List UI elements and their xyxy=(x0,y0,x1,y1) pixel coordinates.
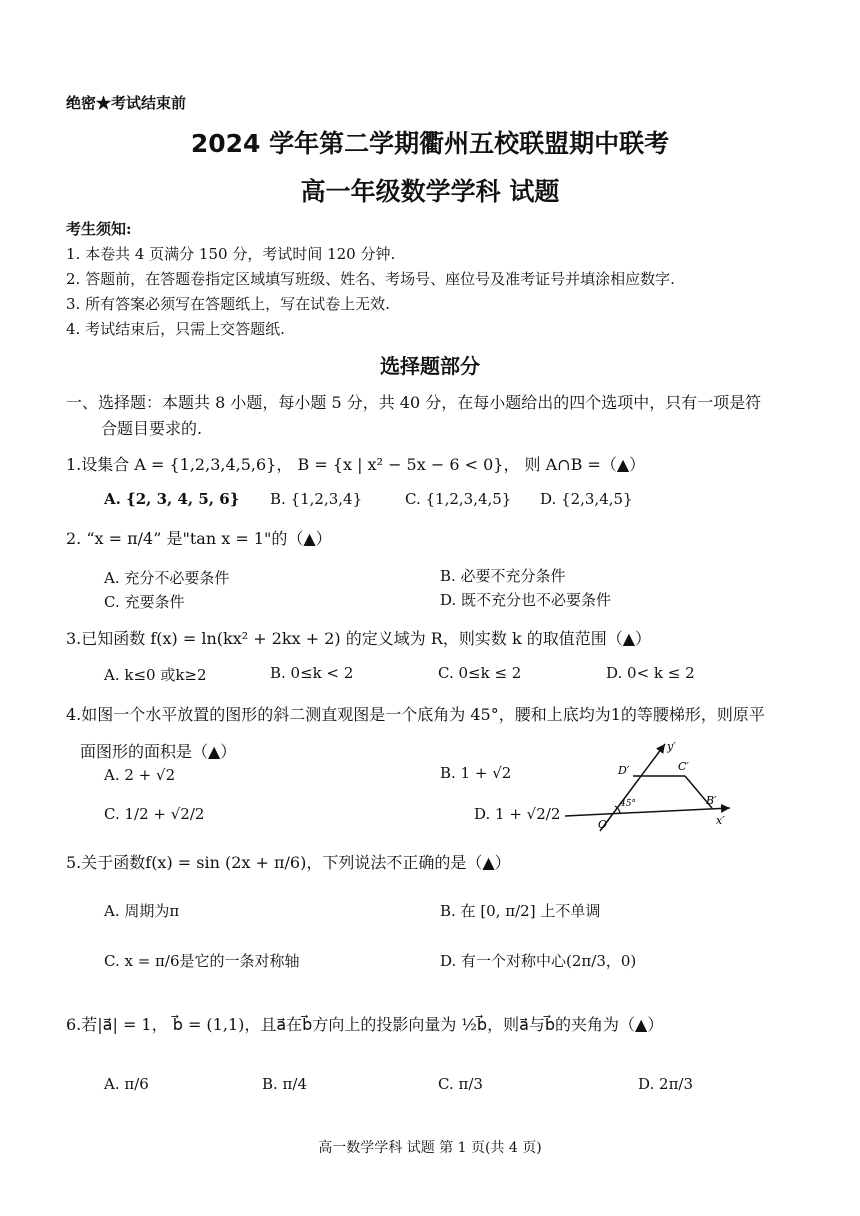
q4-option-a: A. 2 + √2 xyxy=(104,766,176,784)
section-intro: 一、选择题：本题共 8 小题，每小题 5 分，共 40 分，在每小题给出的四个选项中，只有一项是符 xyxy=(66,393,762,412)
q4-option-c: C. 1/2 + √2/2 xyxy=(104,805,205,823)
confidential-label: 绝密★考试结束前 xyxy=(66,94,187,112)
notice-item: 4. 考试结束后，只需上交答题纸. xyxy=(66,320,285,338)
figure-label-d: D′ xyxy=(618,764,630,777)
exam-subtitle: 高一年级数学学科 试题 xyxy=(300,177,560,206)
q3-option-a: A. k≤0 或k≥2 xyxy=(104,666,207,684)
question-1-stem: 1.设集合 A = {1,2,3,4,5,6}， B = {x | x² − 5x − 6 < 0}， 则 A∩B =（▲） xyxy=(66,455,646,474)
q2-option-c: C. 充要条件 xyxy=(104,593,185,611)
q4-option-b: B. 1 + √2 xyxy=(440,764,512,782)
question-3-stem: 3.已知函数 f(x) = ln(kx² + 2kx + 2) 的定义域为 R，则实数 k 的取值范围（▲） xyxy=(66,629,652,648)
figure-label-b: B′ xyxy=(706,794,717,807)
q4-option-d: D. 1 + √2/2 xyxy=(474,805,561,823)
q6-option-a: A. π/6 xyxy=(104,1075,149,1093)
q1-option-a: A. {2, 3, 4, 5, 6} xyxy=(104,490,240,508)
x-axis xyxy=(565,808,730,816)
figure-label-o: O′ xyxy=(598,818,610,831)
page-footer: 高一数学学科 试题 第 1 页(共 4 页) xyxy=(318,1140,542,1156)
q3-option-c: C. 0≤k ≤ 2 xyxy=(438,664,522,682)
figure-label-c: C′ xyxy=(678,760,689,773)
q2-option-d: D. 既不充分也不必要条件 xyxy=(440,591,612,609)
q6-option-b: B. π/4 xyxy=(262,1075,308,1093)
q5-option-b: B. 在 [0, π/2] 上不单调 xyxy=(440,902,601,920)
q3-option-d: D. 0< k ≤ 2 xyxy=(606,664,695,682)
y-axis xyxy=(600,744,665,831)
question-4-stem: 4.如图一个水平放置的图形的斜二测直观图是一个底角为 45°，腰和上底均为1的等腰梯形，则原平 xyxy=(66,705,765,724)
q6-option-d: D. 2π/3 xyxy=(638,1075,694,1093)
question-5-stem: 5.关于函数f(x) = sin (2x + π/6)，下列说法不正确的是（▲） xyxy=(66,853,511,872)
oblique-trapezoid-figure xyxy=(560,736,740,836)
q1-option-d: D. {2,3,4,5} xyxy=(540,490,633,508)
exam-title: 2024 学年第二学期衢州五校联盟期中联考 xyxy=(190,129,670,158)
question-6-stem: 6.若|a⃗| = 1， b⃗ = (1,1)，且a⃗在b⃗方向上的投影向量为 ½b⃗，则a⃗与b⃗的夹角为（▲） xyxy=(66,1015,664,1034)
q2-option-b: B. 必要不充分条件 xyxy=(440,567,566,585)
figure-label-angle: 45° xyxy=(620,799,636,809)
notice-item: 2. 答题前，在答题卷指定区域填写班级、姓名、考场号、座位号及准考证号并填涂相应数字. xyxy=(66,270,675,288)
notice-item: 3. 所有答案必须写在答题纸上，写在试卷上无效. xyxy=(66,295,390,313)
question-2-stem: 2. “x = π/4” 是"tan x = 1"的（▲） xyxy=(66,529,332,548)
q6-option-c: C. π/3 xyxy=(438,1075,483,1093)
q2-option-a: A. 充分不必要条件 xyxy=(104,569,230,587)
question-4-stem-cont: 面图形的面积是（▲） xyxy=(80,742,237,761)
section-intro-cont: 合题目要求的. xyxy=(101,419,203,438)
q5-option-d: D. 有一个对称中心(2π/3，0) xyxy=(440,952,637,970)
notice-heading: 考生须知: xyxy=(66,220,132,238)
q5-option-c: C. x = π/6是它的一条对称轴 xyxy=(104,952,300,970)
notice-item: 1. 本卷共 4 页满分 150 分，考试时间 120 分钟. xyxy=(66,245,396,263)
figure-label-y: y′ xyxy=(667,740,676,753)
q3-option-b: B. 0≤k < 2 xyxy=(270,664,354,682)
q5-option-a: A. 周期为π xyxy=(104,902,180,920)
q1-option-c: C. {1,2,3,4,5} xyxy=(405,490,512,508)
figure-label-x: x′ xyxy=(716,814,725,827)
section-title: 选择题部分 xyxy=(380,354,480,378)
q1-option-b: B. {1,2,3,4} xyxy=(270,490,363,508)
